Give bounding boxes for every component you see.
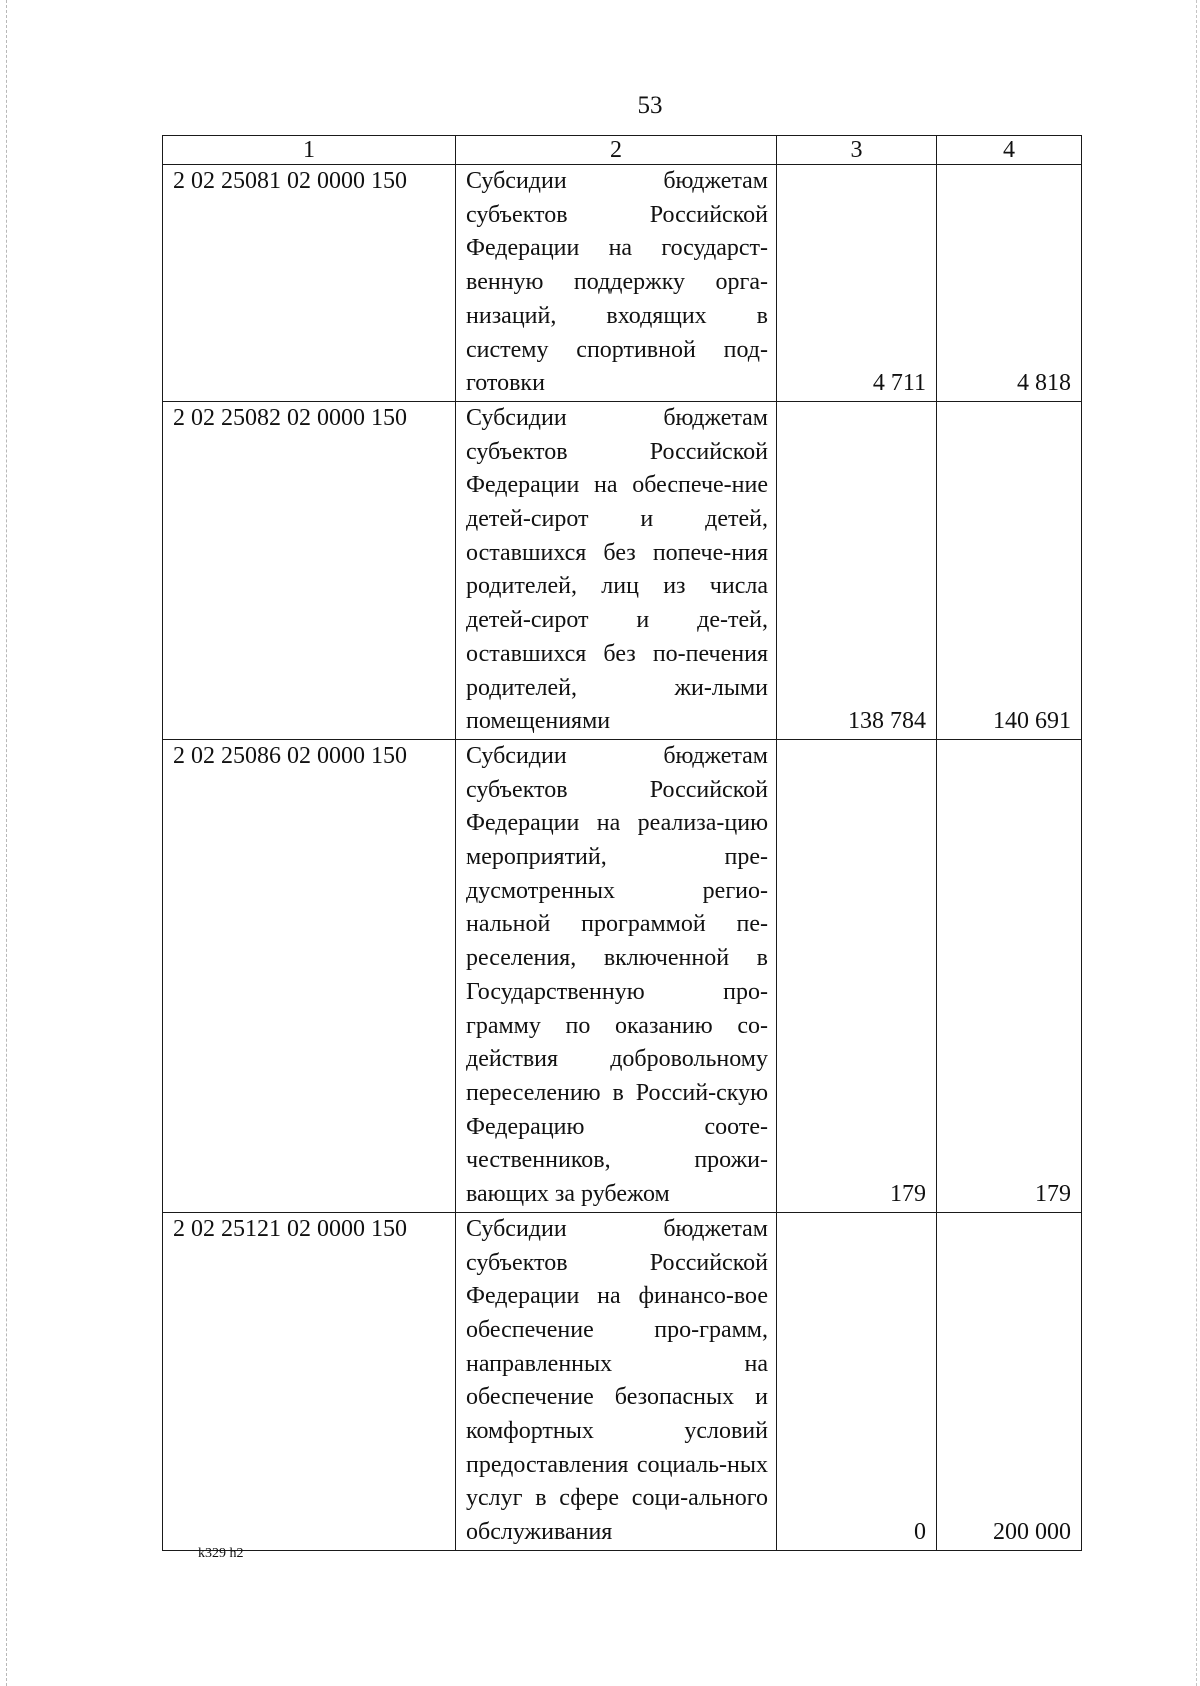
column-header-1: 1 [163, 136, 456, 165]
table-row [163, 739, 1082, 1212]
budget-table [162, 135, 1082, 1551]
amount-col4: 140 691 [937, 401, 1082, 739]
table-row [163, 165, 1082, 402]
subsidy-description: Субсидии бюджетам субъектов Российской Федерации на финансо-вое обеспечение про-грамм, направленных на обеспечение безопасных и комфортных условий предоставления социаль-ных услуг в сфере соци-ального обслуживания [456, 1212, 777, 1550]
subsidy-description: Субсидии бюджетам субъектов Российской Федерации на государст-венную поддержку орга-низаций, входящих в систему спортивной под-готовки [456, 165, 777, 402]
amount-col4: 4 818 [937, 165, 1082, 402]
amount-col3: 138 784 [777, 401, 937, 739]
table-header-row [163, 136, 1082, 165]
amount-col3: 179 [777, 739, 937, 1212]
scan-edge-right [1196, 0, 1197, 1686]
budget-code: 2 02 25081 02 0000 150 [163, 165, 456, 402]
amount-col4: 179 [937, 739, 1082, 1212]
column-header-4: 4 [937, 136, 1082, 165]
amount-col4: 200 000 [937, 1212, 1082, 1550]
table-row [163, 401, 1082, 739]
column-header-2: 2 [456, 136, 777, 165]
amount-col3: 4 711 [777, 165, 937, 402]
scan-edge-left [6, 0, 7, 1686]
budget-code: 2 02 25082 02 0000 150 [163, 401, 456, 739]
table-row [163, 1212, 1082, 1550]
footer-document-code: k329 h2 [198, 1546, 244, 1561]
column-header-3: 3 [777, 136, 937, 165]
budget-code: 2 02 25086 02 0000 150 [163, 739, 456, 1212]
page-number: 53 [637, 92, 663, 119]
budget-code: 2 02 25121 02 0000 150 [163, 1212, 456, 1550]
subsidy-description: Субсидии бюджетам субъектов Российской Федерации на реализа-цию мероприятий, пре-дусмотренных регио-нальной программой пе-реселения, включенной в Государственную про-грамму по оказанию со-действия добровольному переселению в Россий-скую Федерацию сооте-чественников, прожи-вающих за рубежом [456, 739, 777, 1212]
amount-col3: 0 [777, 1212, 937, 1550]
subsidy-description: Субсидии бюджетам субъектов Российской Федерации на обеспече-ние детей-сирот и детей, оставшихся без попече-ния родителей, лиц из числа детей-сирот и де-тей, оставшихся без по-печения родителей, жи-лыми помещениями [456, 401, 777, 739]
